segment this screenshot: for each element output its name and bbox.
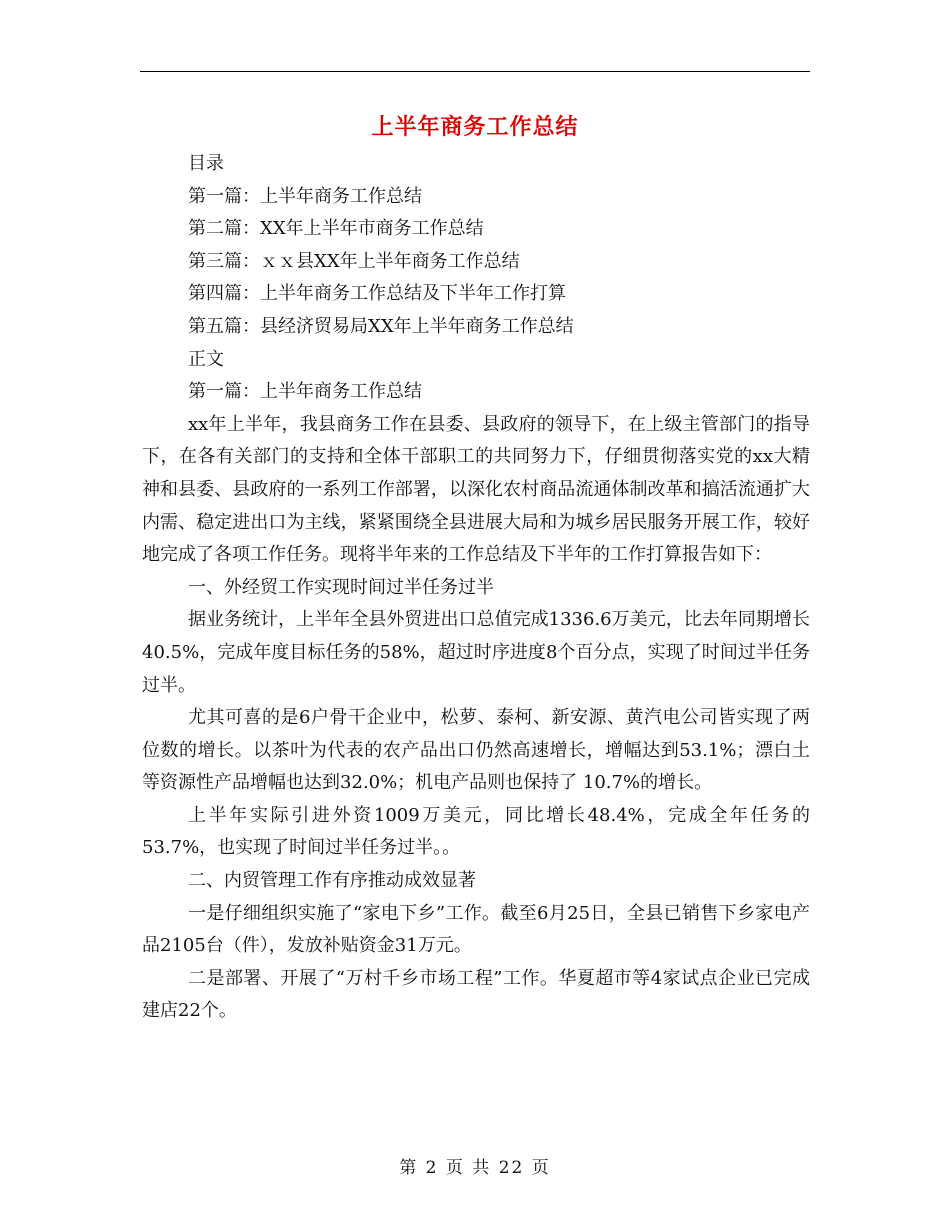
- paragraph-intro: xx年上半年，我县商务工作在县委、县政府的领导下，在上级主管部门的指导下，在各有关部门的支持和全体干部职工的共同努力下，仔细贯彻落实党的xx大精神和县委、县政府的一系列工作部署，以深化农村商品流通体制改革和搞活流通扩大内需、稳定进出口为主线，紧紧围绕全县进展大局和为城乡居民服务开展工作，较好地完成了各项工作任务。现将半年来的工作总结及下半年的工作打算报告如下：: [142, 413, 810, 566]
- section-heading: 二、内贸管理工作有序推动成效显著: [188, 870, 476, 892]
- toc-item: 第三篇：ｘｘ县XX年上半年商务工作总结: [188, 250, 520, 272]
- paragraph: 上半年实际引进外资1009万美元，同比增长48.4%，完成全年任务的53.7%，也实现了时间过半任务过半。。: [142, 804, 810, 859]
- toc-item: 第一篇：上半年商务工作总结: [188, 185, 422, 207]
- page-footer: 第 2 页 共 22 页: [399, 1158, 551, 1178]
- header-rule: [140, 71, 810, 72]
- body-heading: 正文: [188, 348, 224, 370]
- paragraph: 尤其可喜的是6户骨干企业中，松萝、泰柯、新安源、黄汽电公司皆实现了两位数的增长。以茶叶为代表的农产品出口仍然高速增长，增幅达到53.1%；漂白土等资源性产品增幅也达到32.0%；机电产品则也保持了 10.7%的增长。: [142, 707, 810, 794]
- paragraph: 一是仔细组织实施了“家电下乡”工作。截至6月25日，全县已销售下乡家电产品2105台（件），发放补贴资金31万元。: [142, 902, 810, 957]
- toc-heading: 目录: [188, 153, 224, 174]
- toc-item: 第四篇：上半年商务工作总结及下半年工作打算: [188, 283, 566, 305]
- paragraph: 二是部署、开展了“万村千乡市场工程”工作。华夏超市等4家试点企业已完成建店22个。: [142, 967, 810, 1022]
- document-body: [142, 148, 810, 1028]
- document-title: 上半年商务工作总结: [371, 115, 579, 140]
- toc-item: 第五篇：县经济贸易局XX年上半年商务工作总结: [188, 315, 574, 337]
- paragraph: 据业务统计，上半年全县外贸进出口总值完成1336.6万美元，比去年同期增长40.5%，完成年度目标任务的58%，超过时序进度8个百分点，实现了时间过半任务过半。: [142, 609, 810, 696]
- article-heading: 第一篇：上半年商务工作总结: [188, 381, 422, 403]
- section-heading: 一、外经贸工作实现时间过半任务过半: [188, 576, 494, 598]
- toc-item: 第二篇：XX年上半年市商务工作总结: [188, 218, 484, 240]
